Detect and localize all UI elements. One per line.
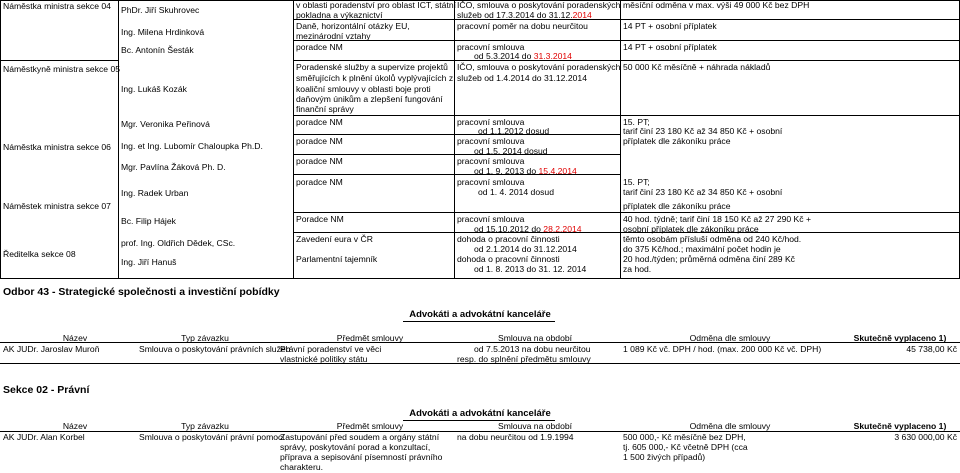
subject-text: směřujících k plnění úkolů vyplývajících z	[296, 73, 454, 83]
subject-text: Poradenské služby a supervize projektů	[296, 62, 448, 72]
section-title: Odbor 43 - Strategické společnosti a investiční pobídky	[3, 286, 280, 298]
contract-text: pracovní smlouva	[457, 214, 525, 224]
pay-text: 50 000 Kč měsíčně + náhrada nákladů	[623, 62, 771, 72]
pay-text: měsíční odměna v max. výši 49 000 Kč bez DPH	[623, 0, 810, 10]
pay-text: tarif činí 23 180 Kč až 34 850 Kč + osobní	[623, 126, 783, 136]
contract-reward: 1 500 živých případů)	[623, 452, 706, 462]
subject-text: mezinárodní vztahy	[296, 31, 371, 41]
contract-period: resp. do splnění předmětu smlouvy	[457, 354, 591, 364]
highlighted-date: 31.3.2014	[533, 51, 572, 61]
contract-text: pracovní smlouva	[457, 136, 525, 146]
contract-subject: vlastnické politiky státu	[280, 354, 368, 364]
subject-text: poradce NM	[296, 177, 343, 187]
contract-text: pracovní poměr na dobu neurčitou	[457, 21, 588, 31]
contract-text: od 1.5. 2014 dosud	[474, 146, 548, 156]
column-header: Typ závazku	[181, 421, 229, 431]
subject-text: poradce NM	[296, 156, 343, 166]
column-header: Předmět smlouvy	[336, 333, 404, 343]
column-header: Smlouva na období	[497, 421, 573, 431]
column-header: Smlouva na období	[497, 333, 573, 343]
subject-text: Poradce NM	[296, 214, 344, 224]
column-header: Název	[62, 421, 88, 431]
person-name: Ing. Radek Urban	[121, 188, 189, 198]
section-title: Sekce 02 - Právní	[3, 384, 90, 396]
contract-text: služeb od 1.4.2014 do 31.12.2014	[457, 73, 587, 83]
highlighted-date: 15.4.2014	[538, 166, 577, 176]
contract-reward: tj. 605 000,- Kč včetně DPH (cca	[623, 442, 748, 452]
highlighted-date: 2014	[572, 10, 592, 20]
contract-reward: 500 000,- Kč měsíčně bez DPH,	[623, 432, 746, 442]
column-header: Typ závazku	[181, 333, 229, 343]
subject-text: Parlamentní tajemník	[296, 254, 378, 264]
contract-subject: Zastupování před soudem a orgány státní	[280, 432, 440, 442]
contract-text: od 2.1.2014 do 31.12.2014	[474, 244, 577, 254]
pay-text: osobní příplatek dle zákoníku práce	[623, 224, 759, 234]
section-label: Ředitelka sekce 08	[3, 249, 76, 259]
contract-text: od 1. 8. 2013 do 31. 12. 2014	[474, 264, 587, 274]
contract-text: pracovní smlouva	[457, 177, 525, 187]
column-header: Předmět smlouvy	[336, 421, 404, 431]
lawyer-name: AK JUDr. Alan Korbel	[3, 432, 85, 442]
subject-text: Daně, horizontální otázky EU,	[296, 21, 410, 31]
contract-subject: správy, poskytování porad a konzultací,	[280, 442, 431, 452]
person-name: Bc. Filip Hájek	[121, 216, 176, 226]
contract-text: pracovní smlouva	[457, 42, 525, 52]
column-header: Odměna dle smlouvy	[689, 421, 771, 431]
column-header: Odměna dle smlouvy	[689, 333, 771, 343]
obligation-type: Smlouva o poskytování právních služeb	[139, 344, 291, 354]
subject-text: finanční správy	[296, 104, 354, 114]
column-header: Skutečně vyplaceno 1)	[853, 333, 947, 343]
contract-text: od 5.3.2014 do 31.3.2014	[474, 51, 572, 61]
person-name: Ing. et Ing. Lubomír Chaloupka Ph.D.	[121, 141, 263, 151]
subject-text: poradce NM	[296, 117, 343, 127]
contract-text: pracovní smlouva	[457, 117, 525, 127]
contract-text: od 1. 9. 2013 do 15.4.2014	[474, 166, 577, 176]
person-name: Bc. Antonín Šesták	[121, 45, 194, 55]
pay-text: 20 hod./týden; průměrná odměna činí 289 Kč	[623, 254, 795, 264]
contract-text: IČO, smlouva o poskytování poradenských	[457, 62, 621, 72]
person-name: PhDr. Jiří Skuhrovec	[121, 5, 200, 15]
pay-text: tarif činí 23 180 Kč až 34 850 Kč + osobní	[623, 187, 783, 197]
person-name: Ing. Milena Hrdinková	[121, 27, 205, 37]
subject-text: poradce NM	[296, 42, 343, 52]
pay-text: 15. PT;	[623, 177, 650, 187]
subject-text: Zavedení eura v ČR	[296, 234, 373, 244]
person-name: Ing. Jiří Hanuš	[121, 257, 177, 267]
section-label: Náměstkyně ministra sekce 05	[3, 64, 121, 74]
contract-text: pracovní smlouva	[457, 156, 525, 166]
contract-subject: charakteru.	[280, 462, 323, 472]
table-title: Advokáti a advokátní kanceláře	[409, 408, 551, 419]
obligation-type: Smlouva o poskytování právní pomoci	[139, 432, 285, 442]
column-header: Skutečně vyplaceno 1)	[853, 421, 947, 431]
pay-text: 14 PT + osobní příplatek	[623, 21, 717, 31]
subject-text: koaliční smlouvy v oblasti boje proti	[296, 84, 431, 94]
person-name: Mgr. Pavlína Žáková Ph. D.	[121, 162, 226, 172]
contract-text: od 1.1.2012 dosud	[478, 126, 550, 136]
contract-text: služeb od 17.3.2014 do 31.12.2014	[457, 10, 592, 20]
person-name: prof. Ing. Oldřich Dědek, CSc.	[121, 238, 236, 248]
section-label: Náměstka ministra sekce 04	[3, 1, 111, 11]
section-label: Náměstka ministra sekce 06	[3, 142, 111, 152]
subject-text: pokladna a výkaznictví	[296, 10, 383, 20]
pay-text: 40 hod. týdně; tarif činí 18 150 Kč až 27 290 Kč +	[623, 214, 811, 224]
contract-text: od 15.10.2012 do 28.2.2014	[474, 224, 582, 234]
pay-text: do 375 Kč/hod.; maximální počet hodin je	[623, 244, 781, 254]
contract-text: dohoda o pracovní činnosti	[457, 234, 560, 244]
pay-text: příplatek dle zákoníku práce	[623, 136, 731, 146]
highlighted-date: 28.2.2014	[543, 224, 582, 234]
contract-period: od 7.5.2013 na dobu neurčitou	[474, 344, 591, 354]
subject-text: daňovým únikům a zlepšení fungování	[296, 94, 443, 104]
contract-text: IČO, smlouva o poskytování poradenských	[457, 0, 621, 10]
subject-text: v oblasti poradenství pro oblast ICT, státní	[296, 0, 457, 10]
contract-text: dohoda o pracovní činnosti	[457, 254, 560, 264]
amount-paid: 45 738,00 Kč	[906, 344, 957, 354]
pay-text: 14 PT + osobní příplatek	[623, 42, 717, 52]
contract-period: na dobu neurčitou od 1.9.1994	[457, 432, 574, 442]
table-title: Advokáti a advokátní kanceláře	[409, 309, 551, 320]
contract-reward: 1 089 Kč vč. DPH / hod. (max. 200 000 Kč vč. DPH)	[623, 344, 822, 354]
lawyer-name: AK JUDr. Jaroslav Muroň	[3, 344, 100, 354]
person-name: Ing. Lukáš Kozák	[121, 84, 187, 94]
contract-subject: Právní poradenství ve věci	[280, 344, 382, 354]
pay-text: 15. PT;	[623, 117, 650, 127]
contract-text: od 1. 4. 2014 dosud	[478, 187, 554, 197]
subject-text: poradce NM	[296, 136, 343, 146]
column-header: Název	[62, 333, 88, 343]
person-name: Mgr. Veronika Peřinová	[121, 119, 210, 129]
pay-text: příplatek dle zákoníku práce	[623, 201, 731, 211]
contract-subject: příprava a sepisování písemností právního	[280, 452, 443, 462]
section-label: Náměstek ministra sekce 07	[3, 201, 111, 211]
pay-text: za hod.	[623, 264, 652, 274]
amount-paid: 3 630 000,00 Kč	[894, 432, 957, 442]
pay-text: těmto osobám přísluší odměna od 240 Kč/hod.	[623, 234, 802, 244]
